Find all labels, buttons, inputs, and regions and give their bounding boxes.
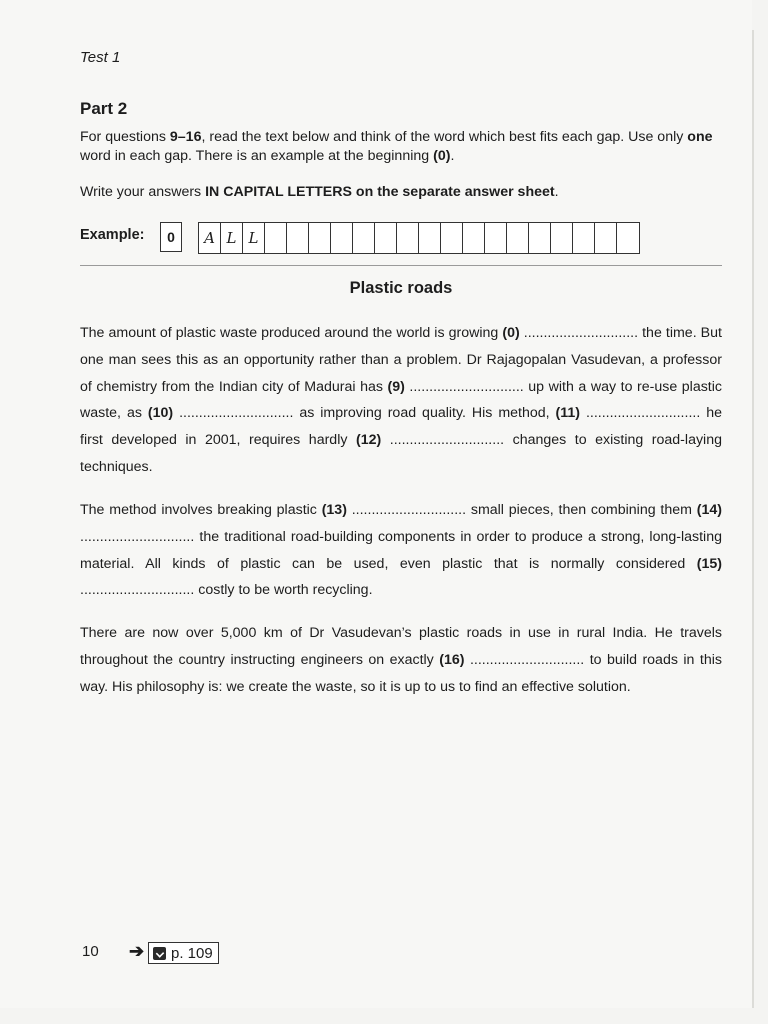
part-title: Part 2 xyxy=(80,99,128,118)
article-title: Plastic roads xyxy=(349,279,453,297)
question-number: (14) xyxy=(696,502,722,518)
text-run: The method involves breaking plastic xyxy=(80,502,322,518)
gap: ............................. xyxy=(80,582,195,599)
text-run: The amount of plastic waste produced around the world is growing xyxy=(80,325,503,341)
question-range: 9–16 xyxy=(169,129,202,145)
text-run: he first developed in 2001, requires hardly xyxy=(80,405,722,449)
question-number: (11) xyxy=(555,405,580,422)
question-number: (15) xyxy=(696,555,722,572)
text-run: up with a way to re-use plastic waste, as xyxy=(80,378,722,422)
text-run: small pieces, then combining them xyxy=(466,502,697,518)
question-number: (0) xyxy=(502,325,520,341)
example-answer-cell xyxy=(617,223,639,253)
test-header: Test 1 xyxy=(80,49,121,66)
gap: ............................. xyxy=(523,325,639,341)
text-run: the traditional road-building components in order to produce a strong, long-lasting material. All kinds of plastic can be used, even plastic that is normally considered xyxy=(80,528,722,572)
arrow-right-icon: ➔ xyxy=(129,941,145,961)
text-run: There are now over 5,000 km of Dr Vasudevan’s plastic roads in use in rural India. He travels throughout the country instructing engineers on exactly xyxy=(80,625,722,668)
answer-key-reference xyxy=(148,942,219,964)
instructions-text: , read the text below and think of the word which best fits each gap. Use only xyxy=(201,129,688,145)
question-number: (16) xyxy=(439,651,465,668)
example-answer-cell xyxy=(397,223,419,253)
example-label: Example: xyxy=(80,227,145,243)
paragraph-3 xyxy=(80,620,722,700)
question-number: (12) xyxy=(355,432,382,449)
gap: ............................. xyxy=(469,651,585,668)
page-number: 10 xyxy=(82,943,99,960)
example-answer-cell xyxy=(309,223,331,253)
example-answer-cell: L xyxy=(221,223,243,253)
instructions-line-2 xyxy=(80,183,722,202)
example-answer-cell xyxy=(485,223,507,253)
example-answer-cell xyxy=(375,223,397,253)
divider xyxy=(80,265,722,266)
question-number: (10) xyxy=(147,405,174,422)
gap: ............................. xyxy=(179,405,294,422)
text-run: changes to existing road-laying techniques. xyxy=(80,432,722,475)
gap: ............................. xyxy=(585,405,701,422)
question-number: (9) xyxy=(387,378,405,395)
gap: ............................. xyxy=(389,432,505,449)
instructions-emphasis: IN CAPITAL LETTERS on the separate answer sheet xyxy=(205,184,555,200)
gap: ............................. xyxy=(80,528,195,545)
instructions-text: Write your answers xyxy=(80,184,206,200)
example-answer-cell xyxy=(353,223,375,253)
question-number: (13) xyxy=(321,502,347,518)
instructions-line-1 xyxy=(80,128,722,166)
example-answer-cell: L xyxy=(243,223,265,253)
instructions-text: . xyxy=(450,148,455,164)
text-run: the time. But one man sees this as an opportunity rather than a problem. Dr Rajagopalan Vasudevan, a professor of chemistry from the Indian city of Madurai has xyxy=(80,325,722,395)
page-edge xyxy=(752,30,754,1008)
example-answer-cell xyxy=(573,223,595,253)
gap: ............................. xyxy=(351,502,467,518)
answer-key-icon xyxy=(153,947,166,960)
example-answer-cell xyxy=(463,223,485,253)
text-run: costly to be worth recycling. xyxy=(194,582,373,599)
example-answer-boxes xyxy=(198,222,640,254)
paragraph-2 xyxy=(80,497,722,604)
example-answer-cell xyxy=(507,223,529,253)
text-run: as improving road quality. His method, xyxy=(293,405,556,422)
instructions-text: For questions xyxy=(80,129,170,145)
text-run: to build roads in this way. His philosophy is: we create the waste, so it is up to us to find an effective solution. xyxy=(80,651,722,695)
example-answer-cell xyxy=(529,223,551,253)
instructions-text: . xyxy=(554,184,559,200)
example-answer-cell xyxy=(595,223,617,253)
reference-page: p. 109 xyxy=(171,944,213,962)
example-answer-cell xyxy=(441,223,463,253)
example-answer-cell xyxy=(551,223,573,253)
gap: ............................. xyxy=(409,378,524,395)
example-number-box: 0 xyxy=(160,222,182,252)
example-reference: (0) xyxy=(433,148,451,164)
example-answer-cell xyxy=(419,223,441,253)
example-answer-cell: A xyxy=(199,223,221,253)
instructions-emphasis: one xyxy=(687,129,713,145)
example-answer-cell xyxy=(265,223,287,253)
example-answer-cell xyxy=(331,223,353,253)
instructions-text: word in each gap. There is an example at the beginning xyxy=(80,148,434,164)
paragraph-1 xyxy=(80,320,722,481)
example-answer-cell xyxy=(287,223,309,253)
example-row xyxy=(80,222,640,254)
